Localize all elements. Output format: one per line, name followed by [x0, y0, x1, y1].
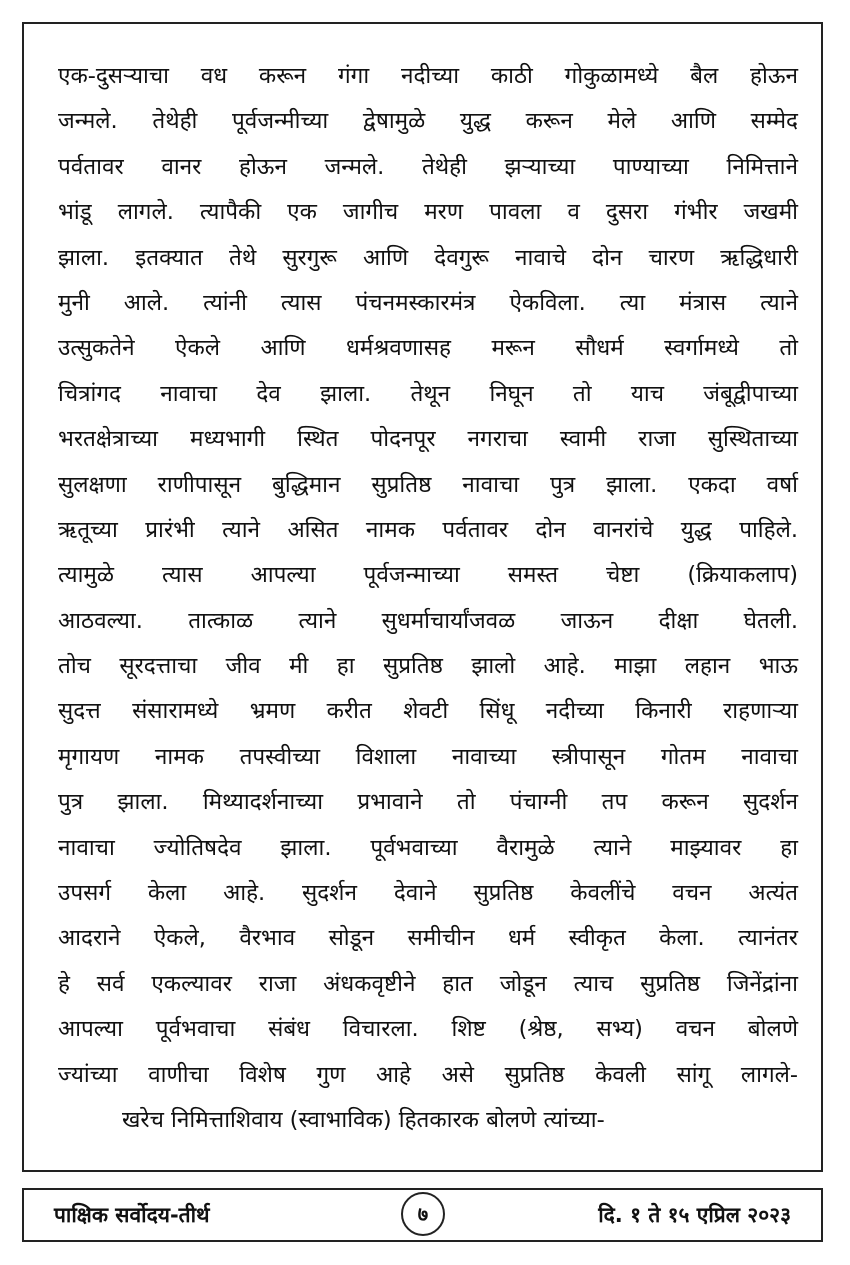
text-line: त्यामुळे त्यास आपल्या पूर्वजन्माच्या समस्त चेष्टा (क्रियाकलाप) [58, 562, 798, 589]
text-line: ऋतूच्या प्रारंभी त्याने असित नामक पर्वतावर दोन वानरांचे युद्ध पाहिले. [58, 516, 798, 543]
text-line: नावाचा ज्योतिषदेव झाला. पूर्वभवाच्या वैरामुळे त्याने माझ्यावर हा [58, 834, 798, 861]
page-footer [22, 1188, 823, 1242]
text-line: सुदत्त संसारामध्ये भ्रमण करीत शेवटी सिंधू नदीच्या किनारी राहणाऱ्या [58, 698, 798, 725]
issue-date: दि. १ ते १५ एप्रिल २०२३ [598, 1203, 791, 1227]
text-line: उपसर्ग केला आहे. सुदर्शन देवाने सुप्रतिष्ठ केवलींचे वचन अत्यंत [58, 880, 798, 907]
text-line: मृगायण नामक तपस्वीच्या विशाला नावाच्या स्त्रीपासून गोतम नावाचा [58, 743, 798, 770]
text-line: मुनी आले. त्यांनी त्यास पंचनमस्कारमंत्र ऐकविला. त्या मंत्रास त्याने [58, 289, 798, 316]
text-line: चित्रांगद नावाचा देव झाला. तेथून निघून तो याच जंबूद्वीपाच्या [58, 380, 798, 407]
text-line: आदराने ऐकले, वैरभाव सोडून समीचीन धर्म स्वीकृत केला. त्यानंतर [58, 925, 798, 952]
body-text [58, 54, 798, 1143]
text-line: आपल्या पूर्वभवाचा संबंध विचारला. शिष्ट (श्रेष्ठ, सभ्य) वचन बोलणे [58, 1016, 798, 1043]
text-line: ज्यांच्या वाणीचा विशेष गुण आहे असे सुप्रतिष्ठ केवली सांगू लागले- [58, 1061, 798, 1088]
text-line: भांडू लागले. त्यापैकी एक जागीच मरण पावला व दुसरा गंभीर जखमी [58, 199, 798, 226]
text-line-continued: खरेच निमित्ताशिवाय (स्वाभाविक) हितकारक बोलणे त्यांच्या- [122, 1106, 605, 1133]
text-line: जन्मले. तेथेही पूर्वजन्मीच्या द्वेषामुळे युद्ध करून मेले आणि सम्मेद [58, 108, 798, 135]
text-line: हे सर्व एकल्यावर राजा अंधकवृष्टीने हात जोडून त्याच सुप्रतिष्ठ जिनेंद्रांना [58, 970, 798, 997]
text-line: भरतक्षेत्राच्या मध्यभागी स्थित पोदनपूर नगराचा स्वामी राजा सुस्थिताच्या [58, 426, 798, 453]
publication-name: पाक्षिक सर्वोदय-तीर्थ [54, 1203, 210, 1227]
text-line: झाला. इतक्यात तेथे सुरगुरू आणि देवगुरू नावाचे दोन चारण ऋद्धिधारी [58, 244, 798, 271]
text-line: आठवल्या. तात्काळ त्याने सुधर्माचार्यांजवळ जाऊन दीक्षा घेतली. [58, 607, 798, 634]
text-line: एक-दुसऱ्याचा वध करून गंगा नदीच्या काठी गोकुळामध्ये बैल होऊन [58, 63, 798, 89]
text-line: उत्सुकतेने ऐकले आणि धर्मश्रवणासह मरून सौधर्म स्वर्गामध्ये तो [58, 335, 798, 362]
text-line: सुलक्षणा राणीपासून बुद्धिमान सुप्रतिष्ठ नावाचा पुत्र झाला. एकदा वर्षा [58, 471, 798, 498]
text-line: तोच सूरदत्ताचा जीव मी हा सुप्रतिष्ठ झालो आहे. माझा लहान भाऊ [58, 653, 798, 680]
main-text-frame [22, 22, 823, 1172]
text-line: पर्वतावर वानर होऊन जन्मले. तेथेही झऱ्याच्या पाण्याच्या निमित्ताने [58, 153, 798, 180]
page-number-badge: ७ [401, 1192, 445, 1236]
text-line: पुत्र झाला. मिथ्यादर्शनाच्या प्रभावाने तो पंचाग्नी तप करून सुदर्शन [58, 789, 798, 816]
